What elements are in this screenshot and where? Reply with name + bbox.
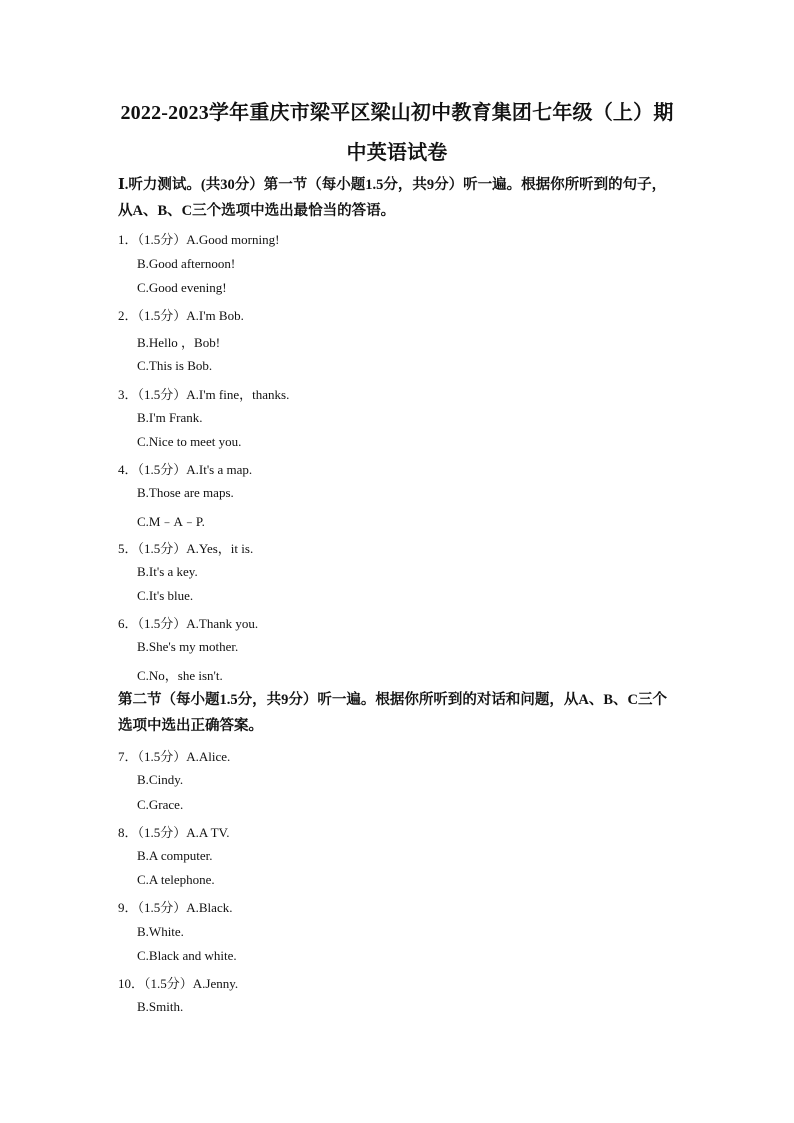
question-10: 10．（1.5分）A.Jenny. — [118, 976, 239, 991]
question-6: 6．（1.5分）A.Thank you. — [118, 616, 259, 631]
question-7-option-b: B.Cindy. — [137, 772, 184, 787]
question-10-option-b: B.Smith. — [137, 999, 184, 1014]
question-8-option-c: C.A telephone. — [137, 872, 215, 887]
question-4: 4．（1.5分）A.It's a map. — [118, 462, 253, 477]
question-5: 5．（1.5分）A.Yes，it is. — [118, 541, 254, 556]
question-7-option-c: C.Grace. — [137, 797, 184, 812]
question-3-option-c: C.Nice to meet you. — [137, 434, 242, 449]
question-8: 8．（1.5分）A.A TV. — [118, 825, 230, 840]
question-8-option-b: B.A computer. — [137, 848, 213, 863]
question-6-option-b: B.She's my mother. — [137, 639, 239, 654]
question-9: 9．（1.5分）A.Black. — [118, 900, 233, 915]
question-7: 7．（1.5分）A.Alice. — [118, 749, 231, 764]
question-2: 2．（1.5分）A.I'm Bob. — [118, 308, 244, 323]
question-5-option-b: B.It's a key. — [137, 564, 198, 579]
section-1-line2: 从A、B、C三个选项中选出最恰当的答语。 — [118, 203, 396, 219]
question-2-option-c: C.This is Bob. — [137, 358, 213, 373]
question-5-option-c: C.It's blue. — [137, 588, 194, 603]
section-2-instructions — [118, 687, 678, 739]
exam-title-line1: 2022-2023学年重庆市梁平区梁山初中教育集团七年级（上）期 — [120, 102, 674, 124]
question-3: 3．（1.5分）A.I'm fine，thanks. — [118, 387, 290, 402]
question-1-option-c: C.Good evening! — [137, 280, 227, 295]
question-6-option-c: C.No，she isn't. — [137, 668, 223, 683]
question-1-option-b: B.Good afternoon! — [137, 256, 236, 271]
question-3-option-b: B.I'm Frank. — [137, 410, 203, 425]
question-9-option-b: B.White. — [137, 924, 184, 939]
section-2-line2: 选项中选出正确答案。 — [118, 718, 263, 734]
exam-title-line2: 中英语试卷 — [346, 142, 448, 164]
section-1-instructions — [118, 172, 678, 224]
section-2-line1: 第二节（每小题1.5分，共9分）听一遍。根据你所听到的对话和问题，从A、B、C三个 — [118, 692, 667, 708]
question-2-option-b: B.Hello ，Bob! — [137, 335, 221, 350]
question-4-option-c: C.M﹣A﹣P. — [137, 514, 205, 529]
question-4-option-b: B.Those are maps. — [137, 485, 234, 500]
question-1: 1．（1.5分）A.Good morning! — [118, 232, 280, 247]
question-9-option-c: C.Black and white. — [137, 948, 237, 963]
section-1-line1: Ⅰ.听力测试。(共30分）第一节（每小题1.5分，共9分）听一遍。根据你所听到的句子， — [118, 177, 667, 193]
